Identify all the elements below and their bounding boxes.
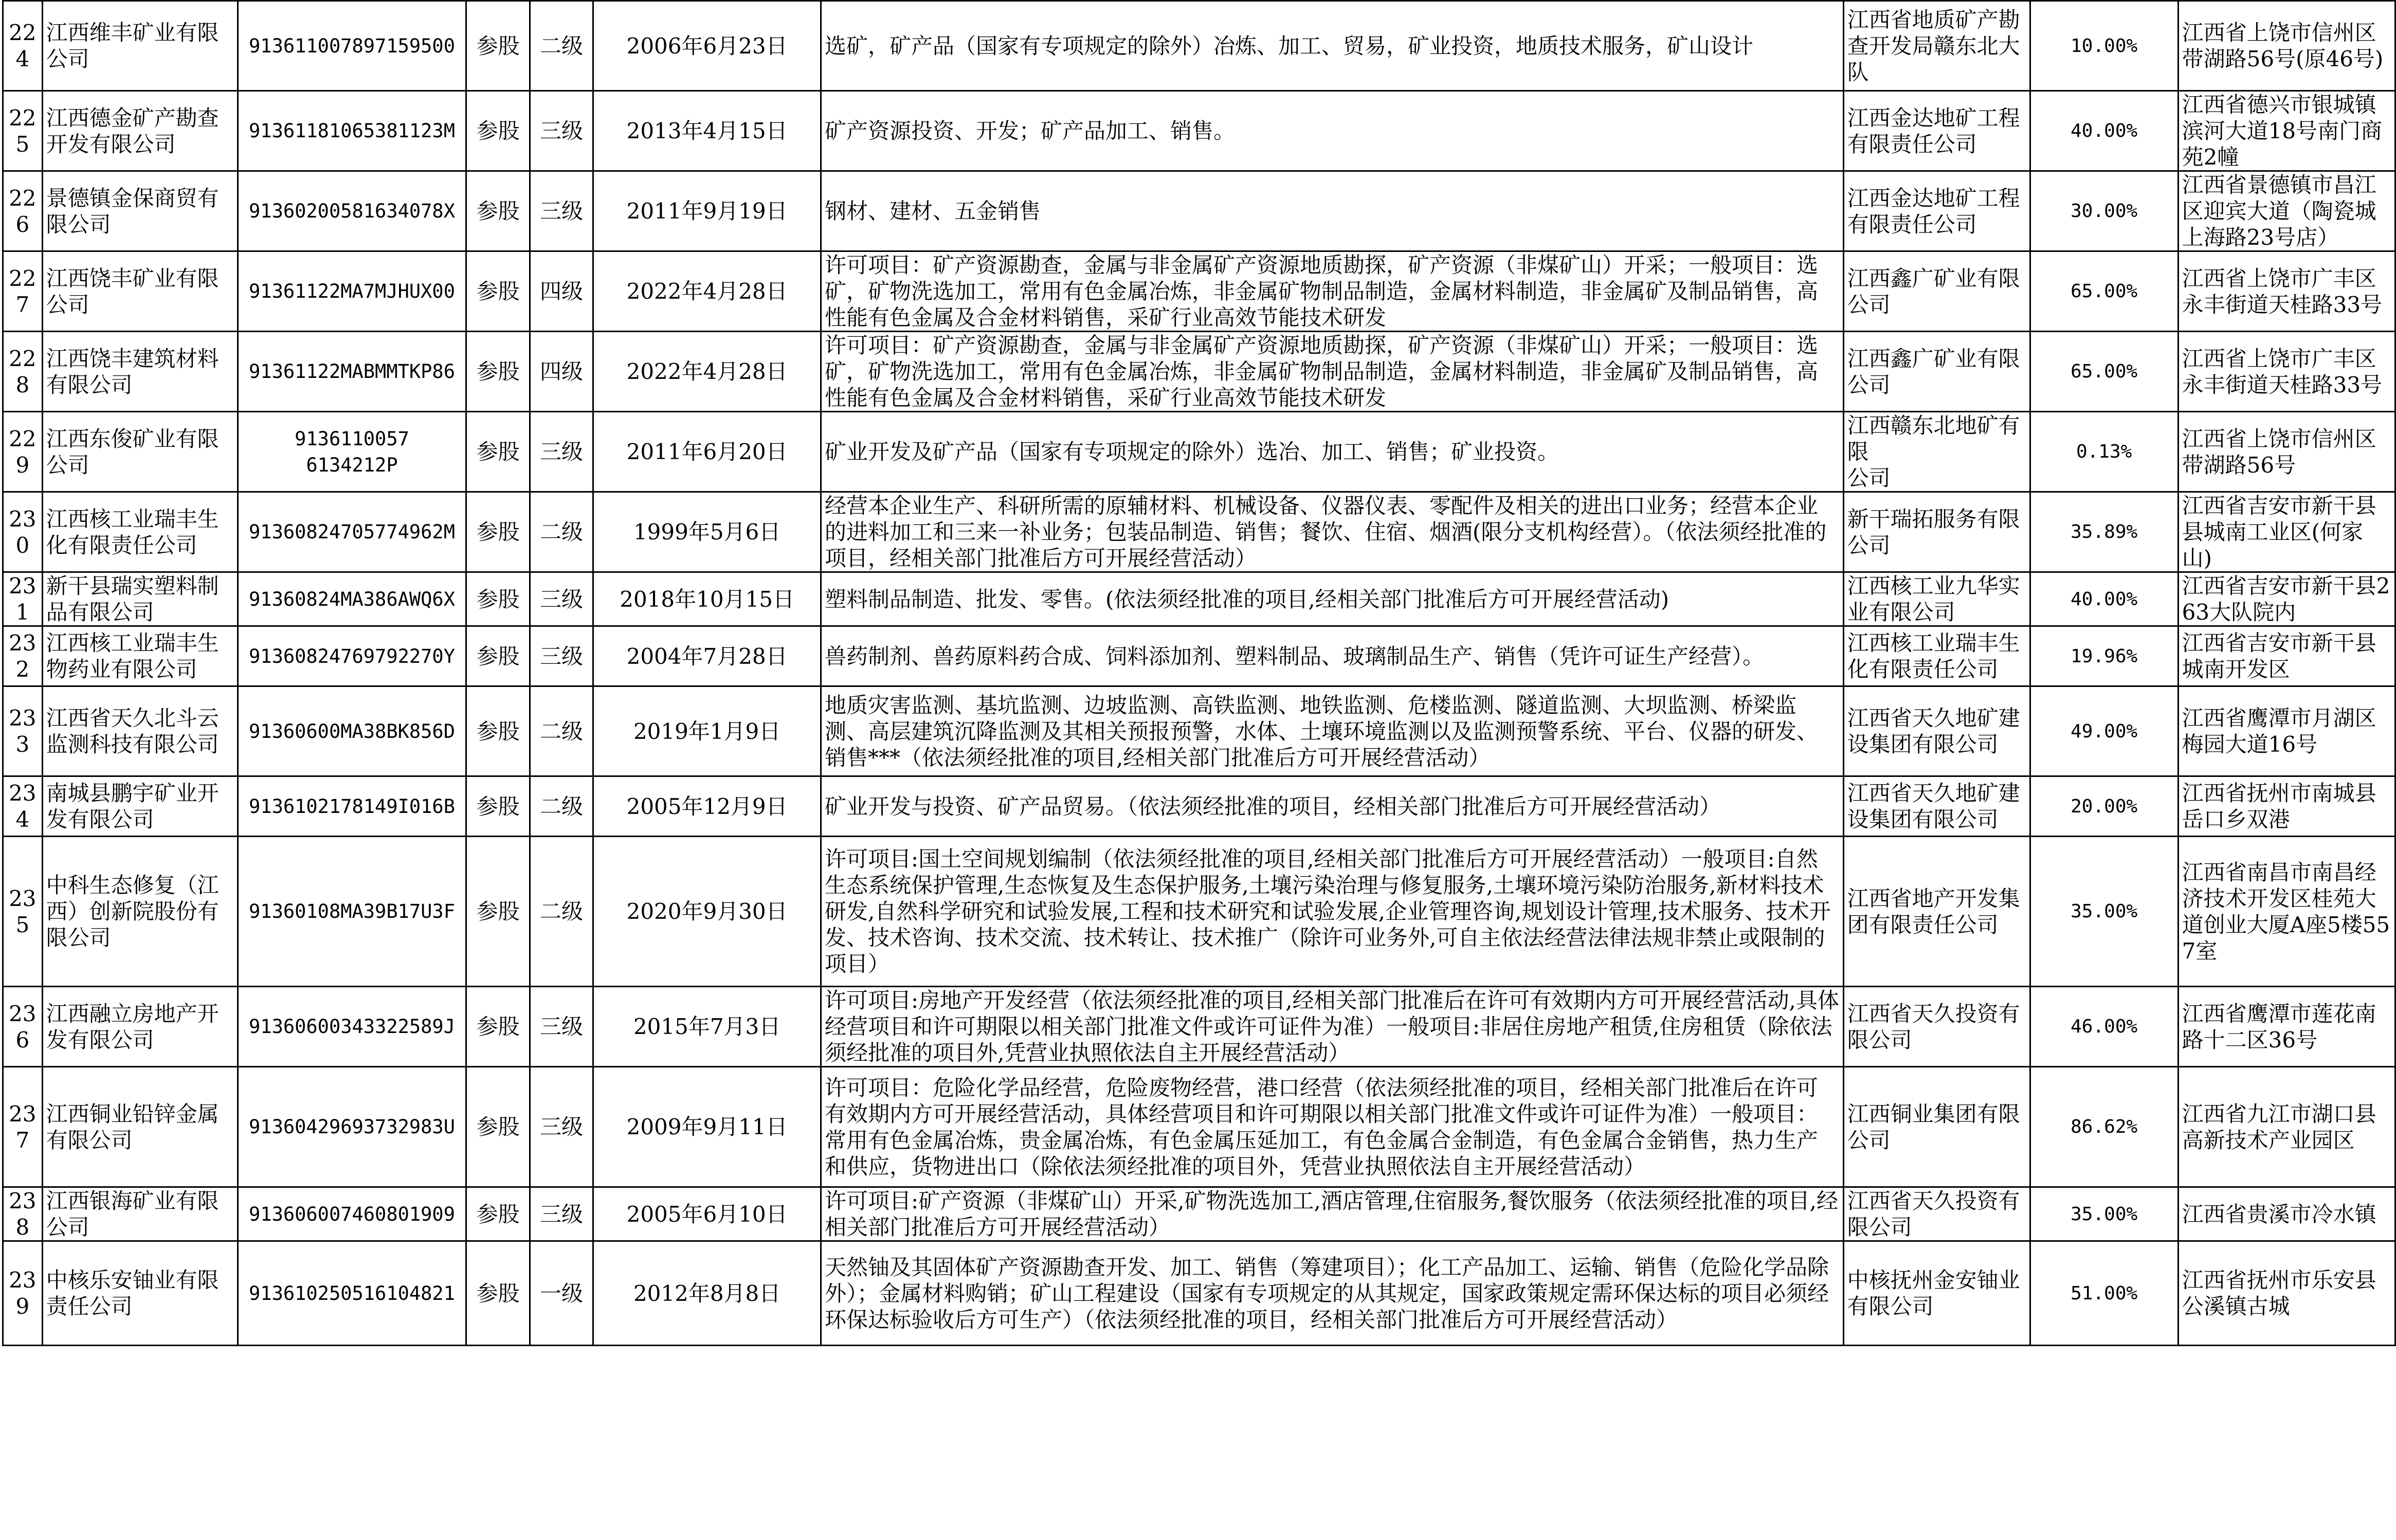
holding-type: 参股 bbox=[466, 91, 530, 171]
registered-address: 江西省抚州市乐安县公溪镇古城 bbox=[2178, 1241, 2395, 1346]
shareholder: 江西金达地矿工程有限责任公司 bbox=[1843, 91, 2030, 171]
holding-type: 参股 bbox=[466, 1067, 530, 1187]
company-level: 二级 bbox=[530, 837, 593, 987]
table-row bbox=[3, 837, 2395, 987]
share-ratio: 35.00% bbox=[2030, 837, 2178, 987]
holding-type: 参股 bbox=[466, 1241, 530, 1346]
share-ratio: 0.13% bbox=[2030, 412, 2178, 492]
company-name: 江西省天久北斗云监测科技有限公司 bbox=[42, 686, 238, 776]
share-ratio: 49.00% bbox=[2030, 686, 2178, 776]
company-name: 江西饶丰矿业有限公司 bbox=[42, 251, 238, 332]
row-number: 229 bbox=[3, 412, 43, 492]
established-date: 2009年9月11日 bbox=[593, 1067, 821, 1187]
registered-address: 江西省贵溪市冷水镇 bbox=[2178, 1187, 2395, 1241]
company-level: 三级 bbox=[530, 171, 593, 251]
holding-type: 参股 bbox=[466, 626, 530, 686]
established-date: 2019年1月9日 bbox=[593, 686, 821, 776]
shareholder: 江西省天久地矿建设集团有限公司 bbox=[1843, 776, 2030, 837]
holding-type: 参股 bbox=[466, 332, 530, 412]
holding-type: 参股 bbox=[466, 251, 530, 332]
table-row bbox=[3, 1187, 2395, 1241]
credit-code: 91361122MABMMTKP86 bbox=[238, 332, 466, 412]
company-name: 江西维丰矿业有限公司 bbox=[42, 1, 238, 91]
holding-type: 参股 bbox=[466, 1187, 530, 1241]
row-number: 227 bbox=[3, 251, 43, 332]
row-number: 232 bbox=[3, 626, 43, 686]
business-scope: 地质灾害监测、基坑监测、边坡监测、高铁监测、地铁监测、危楼监测、隧道监测、大坝监测、桥梁监测、高层建筑沉降监测及其相关预报预警，水体、土壤环境监测以及监测预警系统、平台、仪器的研发、销售***（依法须经批准的项目,经相关部门批准后方可开展经营活动） bbox=[821, 686, 1844, 776]
table-row bbox=[3, 91, 2395, 171]
share-ratio: 65.00% bbox=[2030, 251, 2178, 332]
registered-address: 江西省鹰潭市莲花南路十二区36号 bbox=[2178, 987, 2395, 1067]
registered-address: 江西省鹰潭市月湖区梅园大道16号 bbox=[2178, 686, 2395, 776]
company-level: 二级 bbox=[530, 1, 593, 91]
shareholder: 江西鑫广矿业有限公司 bbox=[1843, 332, 2030, 412]
table-row bbox=[3, 572, 2395, 626]
holding-type: 参股 bbox=[466, 686, 530, 776]
credit-code: 91360600MA38BK856D bbox=[238, 686, 466, 776]
business-scope: 许可项目：矿产资源勘查，金属与非金属矿产资源地质勘探，矿产资源（非煤矿山）开采；一般项目：选矿，矿物洗选加工，常用有色金属冶炼，非金属矿物制品制造，金属材料制造，非金属矿及制品销售，高性能有色金属及合金材料销售，采矿行业高效节能技术研发 bbox=[821, 332, 1844, 412]
registered-address: 江西省景德镇市昌江区迎宾大道（陶瓷城上海路23号店） bbox=[2178, 171, 2395, 251]
company-table bbox=[2, 0, 2396, 1346]
company-name: 南城县鹏宇矿业开发有限公司 bbox=[42, 776, 238, 837]
credit-code: 91361181065381123M bbox=[238, 91, 466, 171]
registered-address: 江西省德兴市银城镇滨河大道18号南门商苑2幢 bbox=[2178, 91, 2395, 171]
business-scope: 选矿，矿产品（国家有专项规定的除外）冶炼、加工、贸易，矿业投资，地质技术服务，矿山设计 bbox=[821, 1, 1844, 91]
row-number: 235 bbox=[3, 837, 43, 987]
company-name: 江西东俊矿业有限 公司 bbox=[42, 412, 238, 492]
table-row bbox=[3, 686, 2395, 776]
row-number: 239 bbox=[3, 1241, 43, 1346]
established-date: 2022年4月28日 bbox=[593, 251, 821, 332]
share-ratio: 51.00% bbox=[2030, 1241, 2178, 1346]
shareholder: 江西核工业瑞丰生化有限责任公司 bbox=[1843, 626, 2030, 686]
established-date: 2011年6月20日 bbox=[593, 412, 821, 492]
share-ratio: 40.00% bbox=[2030, 91, 2178, 171]
business-scope: 许可项目:矿产资源（非煤矿山）开采,矿物洗选加工,酒店管理,住宿服务,餐饮服务（依法须经批准的项目,经相关部门批准后方可开展经营活动） bbox=[821, 1187, 1844, 1241]
share-ratio: 35.89% bbox=[2030, 492, 2178, 572]
credit-code: 91360200581634078X bbox=[238, 171, 466, 251]
business-scope: 矿业开发与投资、矿产品贸易。（依法须经批准的项目，经相关部门批准后方可开展经营活动） bbox=[821, 776, 1844, 837]
company-level: 三级 bbox=[530, 1187, 593, 1241]
company-name: 江西核工业瑞丰生化有限责任公司 bbox=[42, 492, 238, 572]
share-ratio: 86.62% bbox=[2030, 1067, 2178, 1187]
table-row bbox=[3, 1067, 2395, 1187]
share-ratio: 10.00% bbox=[2030, 1, 2178, 91]
table-row bbox=[3, 412, 2395, 492]
business-scope: 许可项目:房地产开发经营（依法须经批准的项目,经相关部门批准后在许可有效期内方可开展经营活动,具体经营项目和许可期限以相关部门批准文件或许可证件为准）一般项目:非居住房地产租赁,住房租赁（除依法须经批准的项目外,凭营业执照依法自主开展经营活动） bbox=[821, 987, 1844, 1067]
holding-type: 参股 bbox=[466, 837, 530, 987]
shareholder: 江西金达地矿工程有限责任公司 bbox=[1843, 171, 2030, 251]
established-date: 2012年8月8日 bbox=[593, 1241, 821, 1346]
registered-address: 江西省上饶市信州区带湖路56号(原46号) bbox=[2178, 1, 2395, 91]
business-scope: 塑料制品制造、批发、零售。(依法须经批准的项目,经相关部门批准后方可开展经营活动) bbox=[821, 572, 1844, 626]
table-row bbox=[3, 626, 2395, 686]
business-scope: 矿业开发及矿产品（国家有专项规定的除外）选冶、加工、销售；矿业投资。 bbox=[821, 412, 1844, 492]
credit-code: 913610250516104821 bbox=[238, 1241, 466, 1346]
row-number: 236 bbox=[3, 987, 43, 1067]
credit-code: 91360600343322589J bbox=[238, 987, 466, 1067]
company-name: 江西铜业铅锌金属有限公司 bbox=[42, 1067, 238, 1187]
registered-address: 江西省吉安市新干县263大队院内 bbox=[2178, 572, 2395, 626]
registered-address: 江西省吉安市新干县城南开发区 bbox=[2178, 626, 2395, 686]
shareholder: 江西鑫广矿业有限公司 bbox=[1843, 251, 2030, 332]
holding-type: 参股 bbox=[466, 412, 530, 492]
share-ratio: 40.00% bbox=[2030, 572, 2178, 626]
registered-address: 江西省南昌市南昌经济技术开发区桂苑大道创业大厦A座5楼557室 bbox=[2178, 837, 2395, 987]
shareholder: 江西省天久地矿建设集团有限公司 bbox=[1843, 686, 2030, 776]
credit-code: 91360824MA386AWQ6X bbox=[238, 572, 466, 626]
company-name: 江西德金矿产勘查开发有限公司 bbox=[42, 91, 238, 171]
share-ratio: 20.00% bbox=[2030, 776, 2178, 837]
shareholder: 新干瑞拓服务有限公司 bbox=[1843, 492, 2030, 572]
row-number: 225 bbox=[3, 91, 43, 171]
shareholder: 江西省地质矿产勘查开发局赣东北大队 bbox=[1843, 1, 2030, 91]
shareholder: 江西赣东北地矿有限 公司 bbox=[1843, 412, 2030, 492]
company-name: 江西核工业瑞丰生物药业有限公司 bbox=[42, 626, 238, 686]
table-row bbox=[3, 251, 2395, 332]
table-row bbox=[3, 987, 2395, 1067]
row-number: 226 bbox=[3, 171, 43, 251]
established-date: 2018年10月15日 bbox=[593, 572, 821, 626]
holding-type: 参股 bbox=[466, 987, 530, 1067]
business-scope: 兽药制剂、兽药原料药合成、饲料添加剂、塑料制品、玻璃制品生产、销售（凭许可证生产经营）。 bbox=[821, 626, 1844, 686]
company-name: 江西融立房地产开发有限公司 bbox=[42, 987, 238, 1067]
credit-code: 91360824769792270Y bbox=[238, 626, 466, 686]
table-row bbox=[3, 171, 2395, 251]
credit-code: 913611007897159500 bbox=[238, 1, 466, 91]
shareholder: 江西省地产开发集团有限责任公司 bbox=[1843, 837, 2030, 987]
company-level: 四级 bbox=[530, 332, 593, 412]
table-row bbox=[3, 1, 2395, 91]
share-ratio: 35.00% bbox=[2030, 1187, 2178, 1241]
established-date: 1999年5月6日 bbox=[593, 492, 821, 572]
holding-type: 参股 bbox=[466, 171, 530, 251]
company-level: 三级 bbox=[530, 987, 593, 1067]
shareholder: 江西省天久投资有限公司 bbox=[1843, 1187, 2030, 1241]
company-name: 新干县瑞实塑料制品有限公司 bbox=[42, 572, 238, 626]
company-level: 三级 bbox=[530, 626, 593, 686]
table-row bbox=[3, 492, 2395, 572]
established-date: 2015年7月3日 bbox=[593, 987, 821, 1067]
business-scope: 许可项目：危险化学品经营，危险废物经营，港口经营（依法须经批准的项目，经相关部门批准后在许可有效期内方可开展经营活动，具体经营项目和许可期限以相关部门批准文件或许可证件为准）一般项目：常用有色金属冶炼，贵金属冶炼，有色金属压延加工，有色金属合金制造，有色金属合金销售，热力生产和供应，货物进出口（除依法须经批准的项目外，凭营业执照依法自主开展经营活动） bbox=[821, 1067, 1844, 1187]
shareholder: 江西核工业九华实业有限公司 bbox=[1843, 572, 2030, 626]
shareholder: 江西省天久投资有限公司 bbox=[1843, 987, 2030, 1067]
company-name: 中核乐安铀业有限责任公司 bbox=[42, 1241, 238, 1346]
share-ratio: 65.00% bbox=[2030, 332, 2178, 412]
credit-code: 9136110057 6134212P bbox=[238, 412, 466, 492]
business-scope: 矿产资源投资、开发；矿产品加工、销售。 bbox=[821, 91, 1844, 171]
table-row bbox=[3, 776, 2395, 837]
row-number: 238 bbox=[3, 1187, 43, 1241]
established-date: 2013年4月15日 bbox=[593, 91, 821, 171]
table-row bbox=[3, 1241, 2395, 1346]
registered-address: 江西省九江市湖口县高新技术产业园区 bbox=[2178, 1067, 2395, 1187]
registered-address: 江西省抚州市南城县岳口乡双港 bbox=[2178, 776, 2395, 837]
credit-code: 91360824705774962M bbox=[238, 492, 466, 572]
credit-code: 9136102178149I016B bbox=[238, 776, 466, 837]
business-scope: 经营本企业生产、科研所需的原辅材料、机械设备、仪器仪表、零配件及相关的进出口业务；经营本企业的进料加工和三来一补业务；包装品制造、销售；餐饮、住宿、烟酒(限分支机构经营）。（依法须经批准的项目，经相关部门批准后方可开展经营活动） bbox=[821, 492, 1844, 572]
row-number: 234 bbox=[3, 776, 43, 837]
share-ratio: 30.00% bbox=[2030, 171, 2178, 251]
row-number: 231 bbox=[3, 572, 43, 626]
credit-code: 91361122MA7MJHUX00 bbox=[238, 251, 466, 332]
company-level: 三级 bbox=[530, 91, 593, 171]
company-level: 一级 bbox=[530, 1241, 593, 1346]
business-scope: 许可项目:国土空间规划编制（依法须经批准的项目,经相关部门批准后方可开展经营活动）一般项目:自然生态系统保护管理,生态恢复及生态保护服务,土壤污染治理与修复服务,土壤环境污染防治服务,新材料技术研发,自然科学研究和试验发展,工程和技术研究和试验发展,企业管理咨询,规划设计管理,技术服务、技术开发、技术咨询、技术交流、技术转让、技术推广（除许可业务外,可自主依法经营法律法规非禁止或限制的项目） bbox=[821, 837, 1844, 987]
company-level: 三级 bbox=[530, 412, 593, 492]
row-number: 228 bbox=[3, 332, 43, 412]
registered-address: 江西省吉安市新干县县城南工业区(何家山) bbox=[2178, 492, 2395, 572]
holding-type: 参股 bbox=[466, 572, 530, 626]
established-date: 2022年4月28日 bbox=[593, 332, 821, 412]
row-number: 230 bbox=[3, 492, 43, 572]
company-level: 三级 bbox=[530, 1067, 593, 1187]
business-scope: 天然铀及其固体矿产资源勘查开发、加工、销售（筹建项目）；化工产品加工、运输、销售（危险化学品除外）；金属材料购销；矿山工程建设（国家有专项规定的从其规定，国家政策规定需环保达标的项目必须经环保达标验收后方可生产）（依法须经批准的项目，经相关部门批准后方可开展经营活动） bbox=[821, 1241, 1844, 1346]
credit-code: 913606007460801909 bbox=[238, 1187, 466, 1241]
company-name: 景德镇金保商贸有限公司 bbox=[42, 171, 238, 251]
business-scope: 许可项目：矿产资源勘查，金属与非金属矿产资源地质勘探，矿产资源（非煤矿山）开采；一般项目：选矿，矿物洗选加工，常用有色金属冶炼，非金属矿物制品制造，金属材料制造，非金属矿及制品销售，高性能有色金属及合金材料销售，采矿行业高效节能技术研发 bbox=[821, 251, 1844, 332]
table-row bbox=[3, 332, 2395, 412]
established-date: 2005年12月9日 bbox=[593, 776, 821, 837]
established-date: 2020年9月30日 bbox=[593, 837, 821, 987]
company-level: 三级 bbox=[530, 572, 593, 626]
credit-code: 91360108MA39B17U3F bbox=[238, 837, 466, 987]
registered-address: 江西省上饶市广丰区永丰街道天桂路33号 bbox=[2178, 332, 2395, 412]
share-ratio: 46.00% bbox=[2030, 987, 2178, 1067]
holding-type: 参股 bbox=[466, 1, 530, 91]
established-date: 2011年9月19日 bbox=[593, 171, 821, 251]
row-number: 224 bbox=[3, 1, 43, 91]
registered-address: 江西省上饶市广丰区永丰街道天桂路33号 bbox=[2178, 251, 2395, 332]
shareholder: 江西铜业集团有限公司 bbox=[1843, 1067, 2030, 1187]
row-number: 233 bbox=[3, 686, 43, 776]
share-ratio: 19.96% bbox=[2030, 626, 2178, 686]
company-level: 二级 bbox=[530, 776, 593, 837]
company-level: 二级 bbox=[530, 492, 593, 572]
holding-type: 参股 bbox=[466, 492, 530, 572]
company-level: 四级 bbox=[530, 251, 593, 332]
business-scope: 钢材、建材、五金销售 bbox=[821, 171, 1844, 251]
established-date: 2005年6月10日 bbox=[593, 1187, 821, 1241]
row-number: 237 bbox=[3, 1067, 43, 1187]
established-date: 2004年7月28日 bbox=[593, 626, 821, 686]
holding-type: 参股 bbox=[466, 776, 530, 837]
credit-code: 91360429693732983U bbox=[238, 1067, 466, 1187]
established-date: 2006年6月23日 bbox=[593, 1, 821, 91]
company-name: 中科生态修复（江西）创新院股份有限公司 bbox=[42, 837, 238, 987]
shareholder: 中核抚州金安铀业有限公司 bbox=[1843, 1241, 2030, 1346]
company-level: 二级 bbox=[530, 686, 593, 776]
company-name: 江西银海矿业有限公司 bbox=[42, 1187, 238, 1241]
registered-address: 江西省上饶市信州区带湖路56号 bbox=[2178, 412, 2395, 492]
company-name: 江西饶丰建筑材料有限公司 bbox=[42, 332, 238, 412]
